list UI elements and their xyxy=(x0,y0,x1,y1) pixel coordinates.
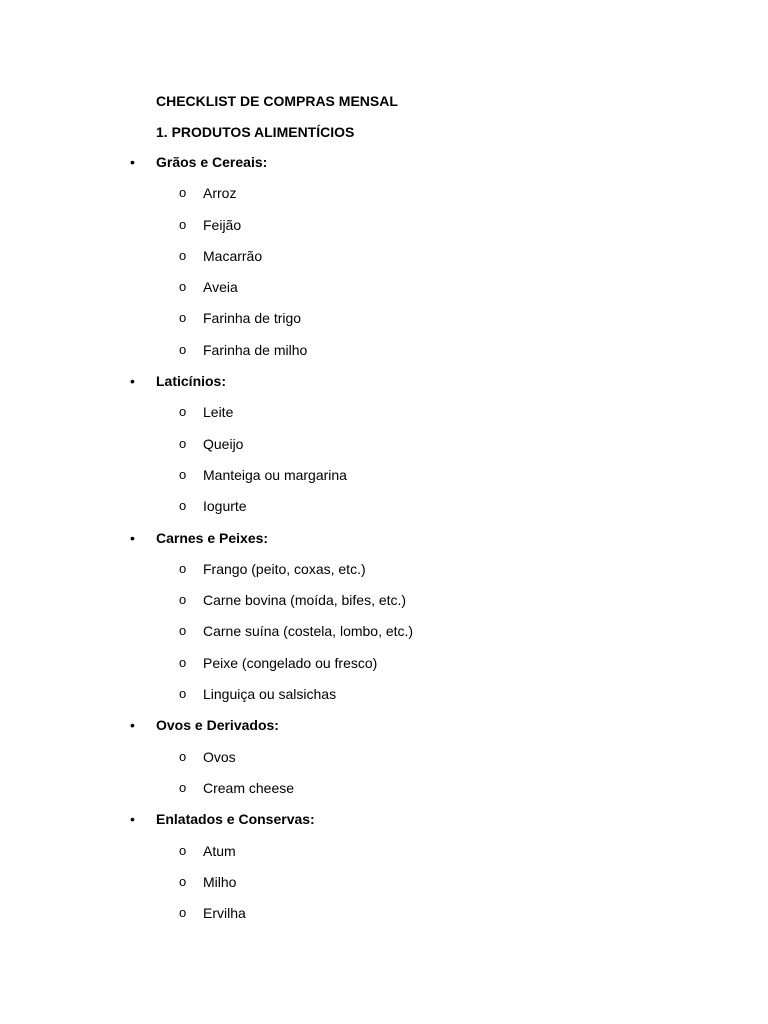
item-label: Manteiga ou margarina xyxy=(203,466,347,483)
item-bullet: o xyxy=(179,435,187,451)
item-label: Leite xyxy=(203,404,234,421)
list-item xyxy=(0,873,768,904)
list-item xyxy=(0,904,768,935)
list-item xyxy=(0,435,768,466)
item-bullet: o xyxy=(179,873,187,889)
item-bullet: o xyxy=(179,842,187,858)
item-label: Milho xyxy=(203,873,237,890)
item-label: Ervilha xyxy=(203,905,246,922)
item-label: Peixe (congelado ou fresco) xyxy=(203,654,378,671)
category-bullet: • xyxy=(130,373,135,390)
item-label: Farinha de trigo xyxy=(203,310,302,327)
list-item xyxy=(0,216,768,247)
list-item xyxy=(0,309,768,340)
list-item xyxy=(0,466,768,497)
item-label: Carne bovina (moída, bifes, etc.) xyxy=(203,592,407,609)
item-label: Linguiça ou salsichas xyxy=(203,686,337,703)
category-bullet: • xyxy=(130,717,135,734)
item-bullet: o xyxy=(179,623,187,639)
item-label: Ovos xyxy=(203,748,236,765)
item-label: Aveia xyxy=(203,279,238,296)
list-item xyxy=(0,842,768,873)
item-bullet: o xyxy=(179,310,187,326)
item-label: Farinha de milho xyxy=(203,341,308,358)
category-label: Ovos e Derivados: xyxy=(156,717,279,734)
item-bullet: o xyxy=(179,404,187,420)
item-bullet: o xyxy=(179,686,187,702)
item-label: Macarrão xyxy=(203,247,263,264)
item-bullet: o xyxy=(179,185,187,201)
item-bullet: o xyxy=(179,779,187,795)
item-label: Carne suína (costela, lombo, etc.) xyxy=(203,623,414,640)
list-item xyxy=(0,497,768,528)
category-label: Laticínios: xyxy=(156,373,227,390)
list-item xyxy=(0,184,768,215)
list-item xyxy=(0,622,768,653)
item-bullet: o xyxy=(179,498,187,514)
item-bullet: o xyxy=(179,341,187,357)
category-bullet: • xyxy=(130,811,135,828)
item-label: Feijão xyxy=(203,216,242,233)
item-label: Queijo xyxy=(203,435,244,452)
item-bullet: o xyxy=(179,247,187,263)
item-label: Frango (peito, coxas, etc.) xyxy=(203,560,366,577)
section-heading: 1. PRODUTOS ALIMENTÍCIOS xyxy=(156,124,355,140)
category-label: Enlatados e Conservas: xyxy=(156,811,315,828)
category-bullet: • xyxy=(130,154,135,170)
list-item xyxy=(0,247,768,278)
list-item xyxy=(0,685,768,716)
item-label: Atum xyxy=(203,842,236,859)
category-item xyxy=(0,372,768,403)
item-bullet: o xyxy=(179,654,187,670)
list-item xyxy=(0,779,768,810)
list-item xyxy=(0,654,768,685)
item-label: Cream cheese xyxy=(203,779,295,796)
item-bullet: o xyxy=(179,905,187,921)
category-item xyxy=(0,529,768,560)
item-label: Iogurte xyxy=(203,498,247,515)
item-bullet: o xyxy=(179,216,187,232)
document-title: CHECKLIST DE COMPRAS MENSAL xyxy=(156,93,398,109)
category-label: Grãos e Cereais: xyxy=(156,154,268,170)
category-item xyxy=(0,716,768,747)
item-bullet: o xyxy=(179,466,187,482)
category-item xyxy=(0,153,768,184)
checklist xyxy=(0,153,768,935)
category-bullet: • xyxy=(130,529,135,546)
list-item xyxy=(0,560,768,591)
item-bullet: o xyxy=(179,748,187,764)
item-bullet: o xyxy=(179,560,187,576)
item-bullet: o xyxy=(179,592,187,608)
list-item xyxy=(0,748,768,779)
item-label: Arroz xyxy=(203,185,237,202)
list-item xyxy=(0,403,768,434)
item-bullet: o xyxy=(179,279,187,295)
category-item xyxy=(0,810,768,841)
list-item xyxy=(0,278,768,309)
list-item xyxy=(0,591,768,622)
list-item xyxy=(0,341,768,372)
category-label: Carnes e Peixes: xyxy=(156,529,269,546)
